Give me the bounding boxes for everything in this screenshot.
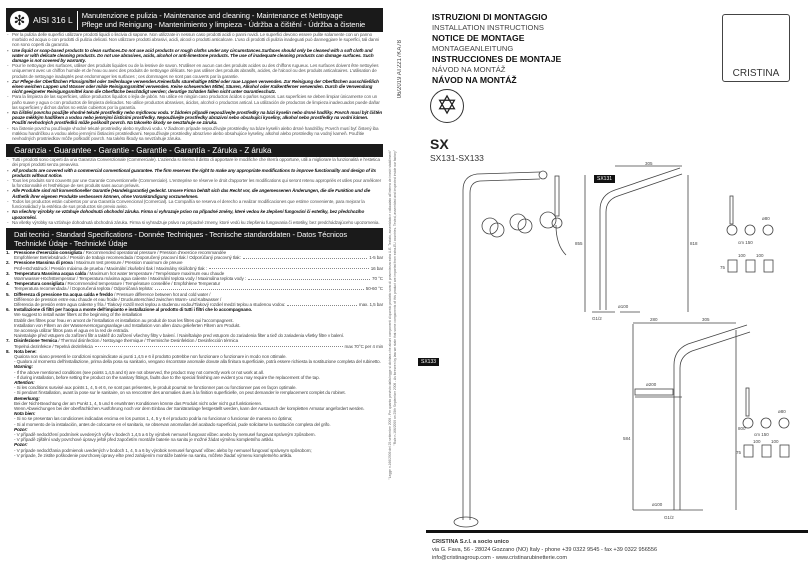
- spec-item: [6, 292, 383, 308]
- spec-item: [6, 250, 383, 260]
- spec-value: max. 1,5 bar: [358, 301, 383, 307]
- spec-value: 70 °C: [372, 275, 383, 281]
- note-line: - Si pendant l'installation, avant la pose sur le sanitaire, on va rencontrer des anomalies dues à la finition superficielle, on peut demander le remplacement complet du robinet.: [14, 390, 346, 396]
- spec-heading: Disinfezione Termica: [14, 338, 58, 344]
- dim-spacing-2: 100: [756, 253, 764, 258]
- dim-spacing-1: 100: [738, 253, 746, 258]
- spec-line-text: Nainstalujte před vstupem do zařízení filtr a taktéž do zařízení všechny filtry v balení. / Nainštalujte pred vstupom do zariadenia filter a tiež do zariadenia všetky filtre v balení.: [14, 333, 345, 339]
- note-line: - V prípade, že zistíte poškodenie povrchovej úpravy ešte pred zahájením montáže batérie na sanitu, môžete žiadať výmenu kompletného artikla.: [14, 452, 293, 458]
- paragraph: - Todos los productos están cubiertos por una Garantía Convencional (Comercial). La Compañía se reserva el derecho a realizar modificaciones que estime conveniente, para mejorar la funcionalidad y la estética de sus productos sin previo aviso.: [6, 199, 383, 209]
- paragraph: - All products are covered with a commercial conventional guarantee. The firm reserves the right to make any appropriate modifications to improve functionality and design of its products without notice.: [6, 168, 383, 178]
- legal-note-2: "Rule n.166/2009 on 25th September 2009 - As foreseen by law we state that some components of this product are imported from extra-EU countries. Tested, assembled and inspected inside our factory": [393, 150, 397, 446]
- note-subheading: Pozor:: [14, 442, 28, 448]
- dot-leader: [209, 268, 369, 269]
- dim-width: 305: [645, 161, 653, 166]
- side-strip: [386, 0, 412, 570]
- aisi-label: AISI 316 L: [33, 11, 78, 30]
- model-tag-sx133: SX133: [418, 358, 439, 366]
- guarantee-header: Garanzia - Guarantee - Garantie - Garantie - Garantía - Záruka - Z áruka: [6, 144, 383, 157]
- paragraph: - Na všetky výrobky sa vzťahuje dohodnutá obchodná záruka. Firma si vyhradzuje právo na prípadné zmeny, ktoré vedú ku zlepšeniu fungovania či estetiky, bez predchádzajúceho upozornenia.: [6, 220, 383, 225]
- instruction-title: MONTAGEANLEITUNG: [432, 43, 514, 53]
- spec-heading: Pressione Massima di prova: [14, 260, 73, 266]
- dim-conn: G1/2: [592, 316, 602, 321]
- dim-base: ø100: [618, 304, 629, 309]
- footer-company: CRISTINA S.r.l. a socio unico: [432, 539, 509, 545]
- note-line: - V případě zjištění vady povrchové úpravy ještě před započetím montáže baterie na sanitu je možné žádat výměnu kompletního artiklu.: [14, 437, 274, 443]
- technical-drawing-sx131: [585, 166, 773, 312]
- spec-item: [6, 338, 383, 348]
- spec-line-text: Prüf-Höchstdruck / Presión máxima de prueba / Maximální zkušební tlak / Maximálny skúšobný tlak :: [14, 265, 207, 271]
- note-line: - If during installation, before setting the product on the sanitary fittings, faults due to the special finishing are evident you may require the replacement of the tap.: [14, 374, 320, 380]
- spec-line-text: Diferencia de presión entre agua caliente y fría / Tlakový rozdíl mezi teplou a studenou vodou/Tlakový rozdiel medzi teplou a studenou vodou:: [14, 301, 286, 307]
- spec-heading-translations: / Pressure difference between hot and cold water /: [112, 291, 211, 297]
- dim-spacing-2: 100: [771, 439, 779, 444]
- note-number: 8.: [6, 348, 10, 354]
- note-subheading: Bemerkung:: [14, 395, 40, 401]
- dim-height-1: 855: [575, 241, 583, 246]
- note-subheading: Attention:: [14, 379, 35, 385]
- tech-data-list: [6, 250, 383, 458]
- dim-tray: ø200: [646, 382, 657, 387]
- spec-item: [6, 281, 383, 291]
- spec-heading-translations: / Thermal disinfection / Nettoyage thermique / Thermische Desinfektion / Desinfección térmica: [57, 338, 239, 344]
- spec-heading: Differenza di pressione tra acqua calda e freddo: [14, 291, 113, 297]
- dim-hose: cm 150: [754, 432, 769, 437]
- tech-data-header: [6, 228, 383, 250]
- dim-rose: ø80: [778, 409, 786, 414]
- spec-line-text: Warmwasser-Höchsttemperatur / Temperatura máxima agua caliente / Maximální teplota vody / Maximálna teplota vody :: [14, 275, 246, 281]
- technical-drawing-sx133: [633, 323, 789, 510]
- note-line: - If the above mentioned conditions (see points 1,4,5 and 6) are not observed, the product may not correctly work or not work at all.: [14, 369, 264, 375]
- dim-height-1: 584: [623, 436, 631, 441]
- dot-leader: [287, 305, 357, 306]
- instruction-title: INSTALLATION INSTRUCTIONS: [432, 22, 544, 32]
- dim-width-2: 305: [702, 317, 710, 322]
- note-subheading: Pozor:: [14, 426, 28, 432]
- product-drawings: [420, 160, 808, 530]
- guarantee-text: [6, 157, 383, 225]
- dot-leader: [248, 279, 370, 280]
- dim-rose: ø80: [762, 216, 770, 221]
- spec-line-text: Installation von Filtern an der Wasserversorgungsanlage und Installation von allen dazu gelieferten Filtern am Produkt.: [14, 322, 241, 328]
- instruction-title: NÁVOD NA MONTÁŽ: [432, 75, 517, 85]
- spec-heading-translations: / Recommended operational pressure / Pression d'exercice recommandée: [82, 249, 227, 255]
- spec-line-text: Se aconseja utilizar filtros para el agua en la red de entrada.: [14, 327, 130, 333]
- note-line: Wenn Abweichungen bei der oberflächlichen Ausführung noch vor dem Einbau der Sanitäranlage festgestellt werden, kann der Austausch der kompletten Armatur angefordert werden.: [14, 406, 365, 411]
- note-line: - Si no se presentan las condiciones indicadas encima en los puntos 1, 4, 5 y 6 el producto podría no funcionar o funcionar de manera no óptima;: [14, 416, 293, 422]
- dim-height-2: 818: [690, 241, 698, 246]
- instruction-titles: [432, 12, 561, 86]
- note-item: [6, 349, 383, 458]
- dim-depth: 75: [720, 265, 726, 270]
- perspective-drawing: [454, 171, 566, 527]
- instruction-title: ISTRUZIONI DI MONTAGGIO: [432, 12, 548, 22]
- paragraph: - Zur Pflege der Oberflächen Flüssigmittel oder Seifenlauge verwenden.Keinesfalls säurehaltige Mittel oder raue Lappen verwenden. Zur Reinigung der Oberflächen ausschließlich einen weichen Lappen und Wasser oder milde Reinigungsmittel verwenden. Keine scheuernden Mittel, Säuren, Alkohol oder Kalkentferner verwenden. Durch die Verwendung nicht geeigneter Reinigungsmittel kann die Oberfläche beschädigt werden; derartige Schäden fallen nicht unter Garantieschutz.: [6, 79, 383, 95]
- instruction-title: NÁVOD NA MONTÁŽ: [432, 64, 506, 74]
- model-tag-sx131: SX131: [594, 175, 615, 183]
- spec-line-text: Etablir des filtres pour l'eau en amont de l'installation et installation au produit de tous les filtres qui l'accompagnent.: [14, 317, 234, 323]
- dot-leader: [95, 346, 343, 347]
- note-line: Qualora non siano presenti le condizioni sopraindicate ai punti 1,4,5 e 6 il prodotto potrebbe non funzionare o funzionare in modo non ottimale.: [14, 353, 287, 359]
- footer-divider: [426, 530, 808, 533]
- dot-leader: [155, 289, 364, 290]
- dim-width-1: 280: [650, 317, 658, 322]
- spec-number: 7.: [6, 338, 10, 344]
- paragraph: - Para la limpieza de las superficies, utilice productos líquidos o lejía de jabón. No utilice en ningún caso productos ácidos o paños rugosos. Las superficies se deben limpiar únicamente con un paño suave y agua o con productos de limpieza delicados. No utilice productos abrasivos, ácidos, alcohol o productos antical. La utilización de productos de limpieza inadecuados puede dañar las superficies y dichos daños no están cubiertos por la garantía.: [6, 94, 383, 110]
- paragraph: - Pour le nettoyage des surfaces, utiliser des produits liquides ou de la lessive de savon. N'utiliser en aucun cas des produits acides ou des chiffons rugueux. Les surfaces doivent être nettoyées uniquement avec un chiffon humide et de l'eau ou avec des produits de nettoyage délicats. Ne pas utiliser des produits abrasifs, acides, de l'alcool ou des produits anticalcaires. L'utilisation de produits de nettoyage inadaptés peut endommager les surfaces ; ces dommages ne sont pas couverts par la garantie.: [6, 63, 383, 79]
- series-name: SX: [430, 136, 449, 152]
- spec-line-text: We suggest to install water filters at the beginning of the installation: [14, 312, 143, 318]
- spec-number: 4.: [6, 281, 10, 287]
- paragraph: - Alle Produkte sind mit konventioneller Garantie (Handelsgarantie) gedeckt. Unsere Firma behält sich das Recht vor, die angemessenen Änderungen, die die Funktion und die Ästhetik ihrer eigenen Produkte verbessern können, ohne Vorankündigung vorzunehmen.: [6, 188, 383, 198]
- spec-item: [6, 260, 383, 270]
- spec-line-text: Différence de pression entre eau chaude et eau froide / Druckunterschied zwischen Warm- und Kaltwasser /: [14, 296, 222, 302]
- paragraph: - Use liquid or soap-based products to clean surfaces.Do not use acid products or rough cloths under any circumstances.Surfaces should only be cleaned with a soft cloth and water or with delicate cleaning products. Do not use abrasives, acids, alcohol or anti-limestone products. The use of inadequate cleaning products can damage surfaces. Such damage is not covered by warranty.: [6, 48, 383, 64]
- spec-item: [6, 271, 383, 281]
- paragraph: - Na všechny výrobky se vztahuje dohodnutá obchodní záruka. Firma si vyhrazuje právo na případné změny, které vedou ke zlepšení fungování či estetiky, bez předchozího upozornění.: [6, 209, 383, 219]
- right-column: [420, 0, 808, 570]
- footer-address: via G. Fava, 56 - 28024 Gozzano (NO) Italy - phone +39 0322 9545 - fax +39 0322 956556: [432, 547, 658, 553]
- note-subheading: Nota bien:: [14, 411, 36, 417]
- spec-line-text: Empfohlener Betriebsdruck / Presión de trabajo recomendada / Doporučený pracovní tlak / Odporúčaný pracovný tlak:: [14, 255, 241, 261]
- note-line: - Si al momento de la instalación, antes de colocarse en el sanitario, se observan anomalías del acabado superficial, pude solicitarse la sustitución completa del grifo.: [14, 421, 331, 427]
- legal-note-1: "Legge n.166/2009 del 25 settembre 2009 - Per quanto previsto dalla legge si dichiara che alcuni componenti di questo prodotto sono di provenienza extra U.E. Testato, assemblato e collaudato all'interno dei nostri stabilimenti": [388, 150, 392, 480]
- dim-base: ø100: [652, 502, 663, 507]
- dim-height-2: 800: [738, 426, 746, 431]
- spec-heading: Installazione di filtri per l'acqua a monte dell'impianto e installazione al prodotto di tutti i filtri che lo accompagnano.: [14, 307, 253, 313]
- paragraph: - Per la pulizia delle superfici utilizzare prodotti liquidi o liscivia di sapone. Non utilizzate in nessun caso prodotti acidi o panni ruvidi. Le superfici devono essere pulite solamente con un panno morbido ed acqua o con prodotti di pulizia delicati. Non utilizzare prodotti abrasivi, acidi, alcool o prodotti anticalcare. L'uso di prodotti di pulizia inadeguati può danneggiare le superfici, tali danni non sono coperti da garanzia.: [6, 32, 383, 48]
- spec-number: 3.: [6, 270, 10, 276]
- paragraph: - Na čistenie povrchu používajte vhodné tekuté prostriedky alebo mydlovú vodu. V žiadnom prípade nepoužívajte prostriedky na báze kyselín alebo drsné handričky. Povrch musí byť čistený iba mäkkou handričkou a vodou alebo jemnými čistiacimi prostriedkami. Nepoužívajte prostriedky abrazívne alebo obsahujúce kyseliny, alkohol alebo prostriedky na vodný kameň. Použitie nevhodných prostriedkov môže poškodiť povrch. Na takéto škody sa nevzťahuje záruka.: [6, 126, 383, 142]
- footer-web: info@cristinagroup.com - www.cristinarubinetterie.com: [432, 555, 568, 561]
- maintenance-title-2: Pflege und Reinigung - Mantenimiento y limpieza - Údržba a čištění - Údržba a čistenie: [81, 20, 366, 29]
- spec-heading-translations: / Maximum hot water temperature / Température maximum eau chaude: [86, 270, 225, 276]
- tech-title-1: Dati tecnici - Standard Specifications - Donnée Techniques - Tecnische standarddaten - Datos Técnicos: [14, 229, 348, 239]
- star-logo-icon: ✡: [430, 89, 464, 123]
- spec-heading: Temperatura consigliata: [14, 281, 64, 287]
- brand-logo: CRISTINA: [722, 14, 790, 82]
- star-logo-icon: ✻: [10, 11, 29, 30]
- spec-value: 16 bar: [370, 265, 383, 271]
- maintenance-header: [6, 8, 383, 32]
- spec-number: 5.: [6, 291, 10, 297]
- spec-number: 6.: [6, 307, 10, 313]
- spec-line-text: Tepelná dezinfekce / Tepelná dezinfekcia: [14, 343, 93, 349]
- note-line: - V prípade nedodržania podmienok uvedených v bodoch 1, 4, 5 a 6 by výrobok nemusel fungovať vôbec alebo by nemusel fungovať správnym spôsobom;: [14, 447, 312, 453]
- maintenance-title-1: Manutenzione e pulizia - Maintenance and cleaning - Maintenance et Nettoyage: [81, 10, 343, 20]
- spec-line-text: Temperatura recomendada / / Doporučená teplota / Odporúčaná teplota:: [14, 286, 153, 292]
- note-line: - Si les conditions susvisé aux points 1, 4, 5 et 6, ne sont pas présentes, le produit pourrait ne fonctionner pas ou fonctionner pas en façon optimale.: [14, 385, 297, 391]
- spec-heading: Pressione d'esercizio consigliata: [14, 249, 83, 255]
- instruction-title: NOTICE DE MONTAGE: [432, 33, 525, 43]
- spec-value: 50-60 °C: [365, 286, 383, 292]
- note-line: - Qualora al momento dell'installazione, prima della posa su sanitario, vengano riscontrate anomalie dovute alla finitura superficiale, potrà essere richiesta la sostituzione completa del rubinetto.: [14, 359, 381, 365]
- spec-number: 2.: [6, 260, 10, 266]
- dim-depth: 75: [736, 450, 742, 455]
- note-line: - V případě nedodržení podmínek uvedených výše v bodech 1,4,5 a 6 by výrobek nemusel fungovat vůbec anebo by nemusel fungovat správným způsobem.: [14, 432, 316, 438]
- note-subheading: Warning:: [14, 364, 33, 370]
- left-column: [6, 8, 383, 458]
- spec-heading-translations: / Maximum test pressure / Pression maximum de preuve: [72, 260, 183, 266]
- document-code: 06/2019 AT2217KA78: [397, 40, 403, 99]
- spec-number: 1.: [6, 249, 10, 255]
- paragraph: - Na čištění povrchu použijte vhodné tekuté prostředky nebo mýdlovou vodu. V žádném případě nepoužívejte prostředky na bázi kyselin nebo drsné hadříky. Povrch musí být čištěn pouze měkkým hadříkem a vodou nebo jemnými čisticími prostředky. Nepoužívejte prostředky abrazivní nebo obsahující kyseliny, alkohol nebo prostředky na vodní kámen. Použití nevhodných prostředků může poškodit povrch. Na takovéto škody se nevztahuje se záruka.: [6, 110, 383, 126]
- spec-item: [6, 307, 383, 338]
- dot-leader: [243, 258, 368, 259]
- dim-spacing-1: 100: [753, 439, 761, 444]
- spec-value: 1-5 bar: [369, 255, 383, 261]
- note-line: Bei der Nicht-Beachtung der am Punkt 1, 4, 5 und 6 erwähnten Konditionen könnte das Produkt nicht oder nicht gut funktionieren.: [14, 400, 263, 406]
- model-codes: SX131-SX133: [430, 153, 484, 163]
- maintenance-text: [6, 32, 383, 141]
- spec-value: max 70°C per 4 min: [344, 343, 383, 349]
- spec-heading: Temperatura Massima acqua calda: [14, 270, 87, 276]
- paragraph: - Tutti i prodotti sono coperti da una Garanzia Convenzionale (Commerciale). L'azienda si riserva il diritto di apportare le modifiche che riterrà opportune, utili a migliorare la funzionalità e l'estetica dei propri prodotti senza preavviso.: [6, 157, 383, 167]
- dim-hose: cm 150: [738, 240, 753, 245]
- tech-title-2: Technické Údaje - Technické Údaje: [14, 238, 128, 248]
- paragraph: - Tous les produits sont couverts par une Garantie Conventionnelle (Commerciale). L'entreprise se réserve le droit d'apporter les modifications qui seront retenu appropriés et utiles pour améliorer la fonctionnalité et l'esthétique de ses produits sans aucun préavis.: [6, 178, 383, 188]
- instruction-title: INSTRUCCIONES DE MONTAJE: [432, 54, 562, 64]
- spec-heading-translations: / Recommended temperature / Température conseillée / Empfohlene Temperatur: [64, 281, 221, 287]
- dim-conn: G1/2: [664, 515, 674, 520]
- note-heading: Nota bene:: [14, 348, 37, 354]
